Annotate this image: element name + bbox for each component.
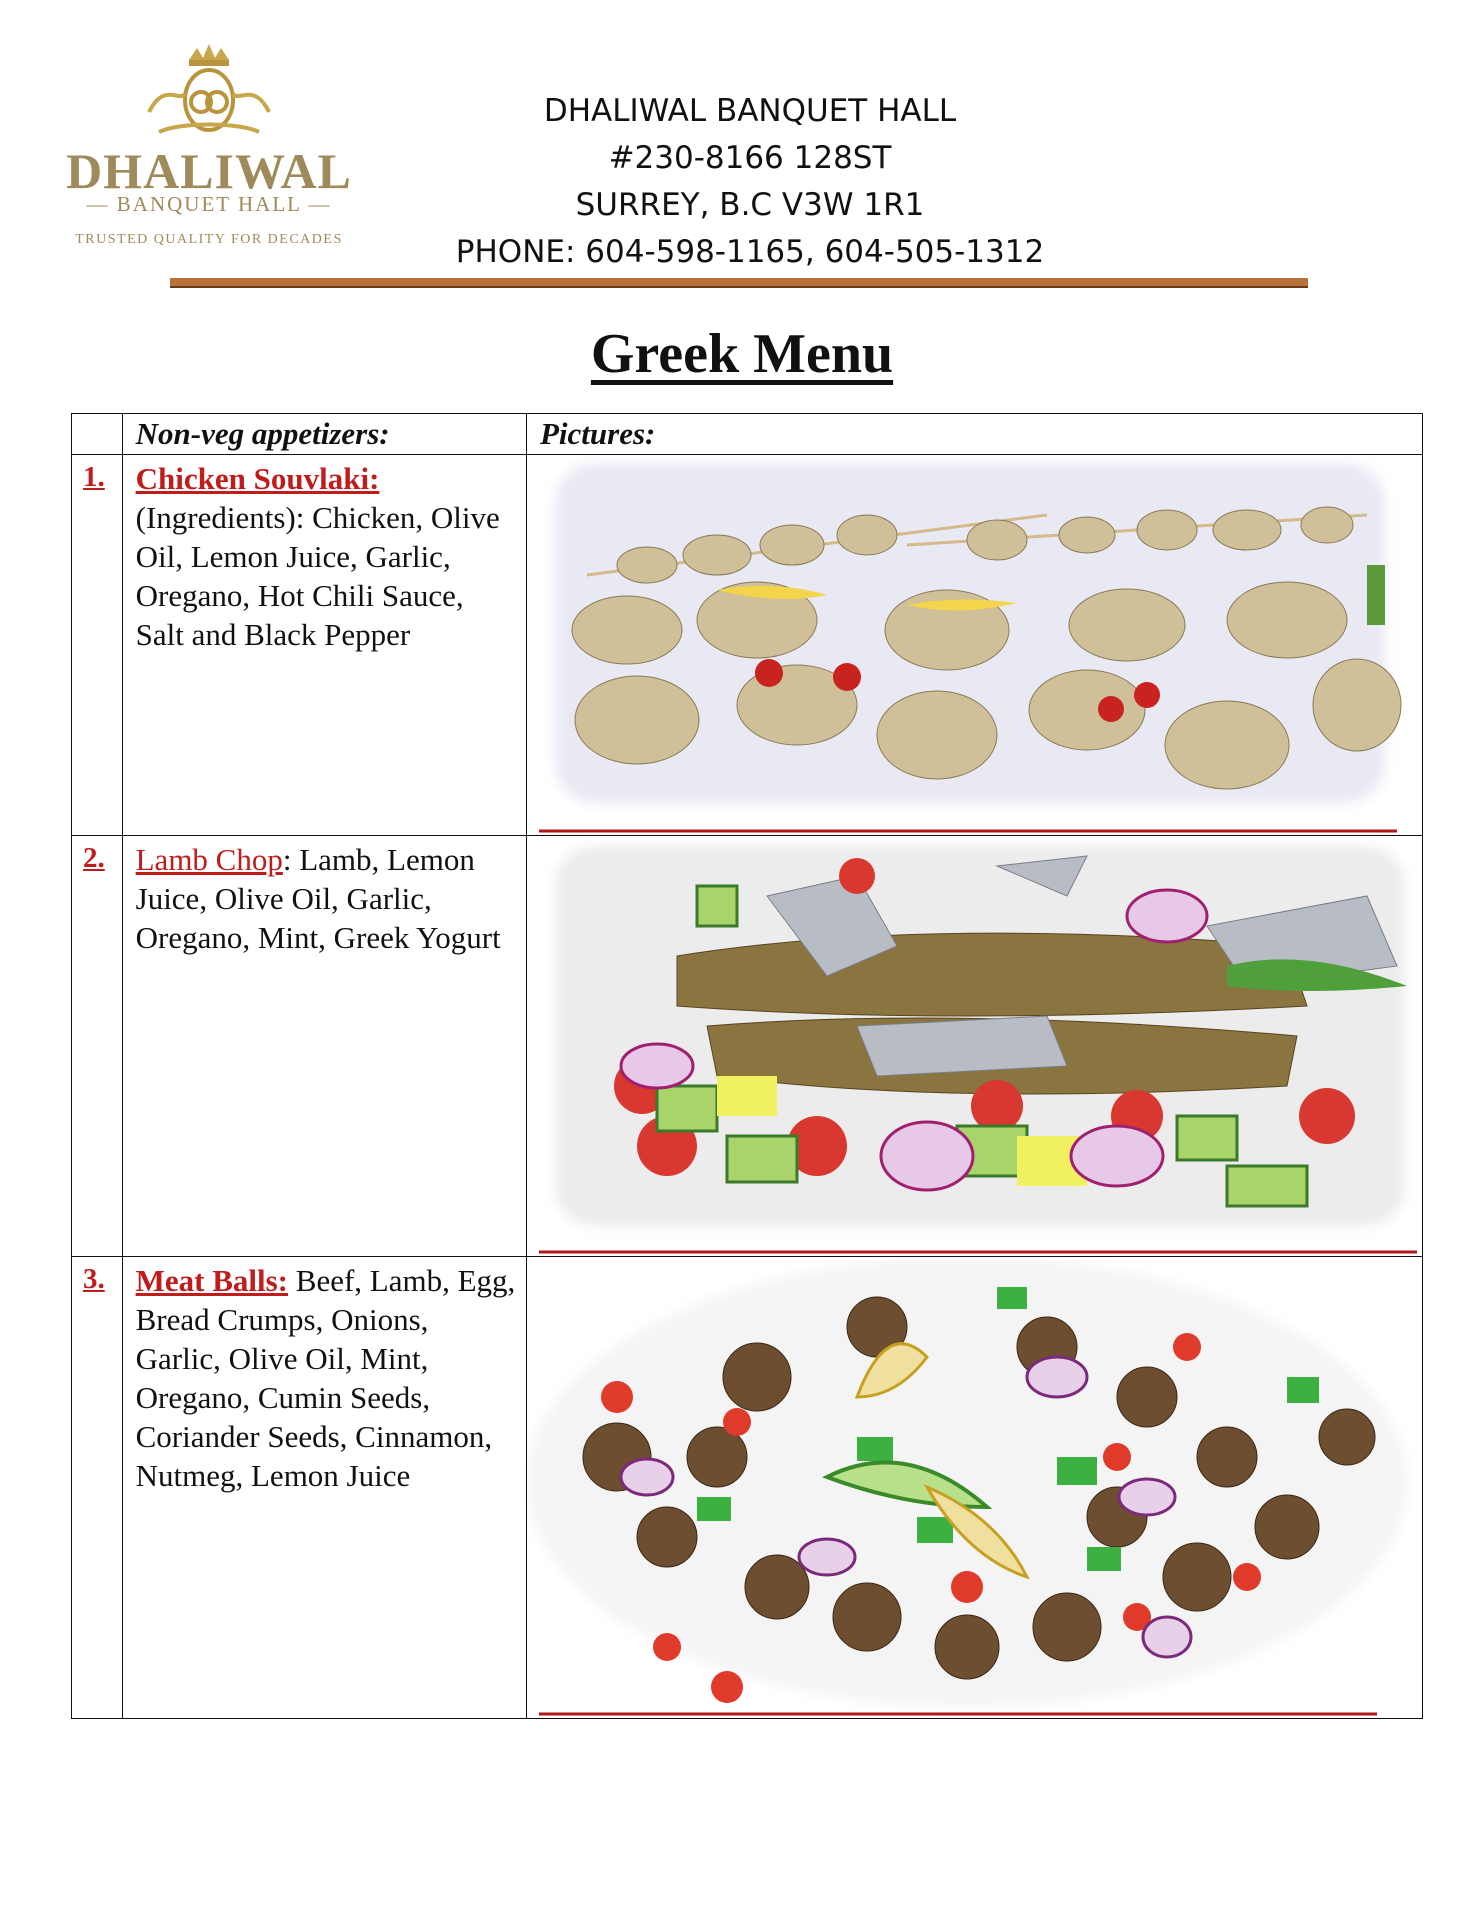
header-cell-num: [72, 414, 123, 455]
address-line: PHONE: 604-598-1165, 604-505-1312: [455, 234, 1045, 270]
item-ingredients: (Ingredients): Chicken, Olive Oil, Lemon Juice, Garlic, Oregano, Hot Chili Sauce, Salt and Black Pepper: [135, 500, 500, 652]
item-name: Meat Balls:: [135, 1263, 289, 1298]
company-logo: [64, 42, 354, 262]
item-picture-cell: [527, 455, 1423, 836]
item-number: 3.: [83, 1263, 105, 1295]
menu-table: [71, 413, 1423, 1719]
address-line: #230-8166 128ST: [608, 140, 892, 176]
header-divider: [170, 278, 1308, 288]
address-line: SURREY, B.C V3W 1R1: [575, 187, 925, 223]
page-title: Greek Menu: [590, 323, 894, 385]
item-number: 2.: [83, 842, 105, 874]
item-description: [123, 1257, 526, 1495]
item-picture-cell: [527, 1257, 1423, 1719]
meat-balls-photo: [527, 1257, 1422, 1718]
logo-brand-text: DHALIWAL: [66, 143, 352, 199]
table-header-row: [72, 414, 1423, 455]
logo-tagline: TRUSTED QUALITY FOR DECADES: [75, 232, 343, 247]
address-block: [380, 88, 1120, 276]
item-picture-cell: [527, 836, 1423, 1257]
item-description: [123, 455, 526, 654]
table-row: [72, 1257, 1423, 1719]
item-description: [123, 836, 526, 957]
table-row: [72, 455, 1423, 836]
logo-sub-text: — BANQUET HALL —: [86, 192, 332, 216]
lamb-chop-photo: [527, 836, 1422, 1256]
logo-crest-icon: [139, 42, 279, 142]
header-cell-pic: Pictures:: [527, 414, 1423, 455]
header-cell-desc: Non-veg appetizers:: [122, 414, 526, 455]
item-name: Lamb Chop: [135, 842, 283, 877]
item-name: Chicken Souvlaki:: [135, 461, 380, 496]
table-row: [72, 836, 1423, 1257]
item-number: 1.: [83, 461, 105, 493]
chicken-souvlaki-photo: [527, 455, 1422, 835]
item-ingredients: : Lamb, Lemon Juice, Olive Oil, Garlic, Oregano, Mint, Greek Yogurt: [135, 842, 501, 955]
address-line: DHALIWAL BANQUET HALL: [543, 93, 957, 129]
item-ingredients: Beef, Lamb, Egg, Bread Crumps, Onions, Garlic, Olive Oil, Mint, Oregano, Cumin Seeds, Coriander Seeds, Cinnamon, Nutmeg, Lemon Juice: [135, 1263, 516, 1493]
